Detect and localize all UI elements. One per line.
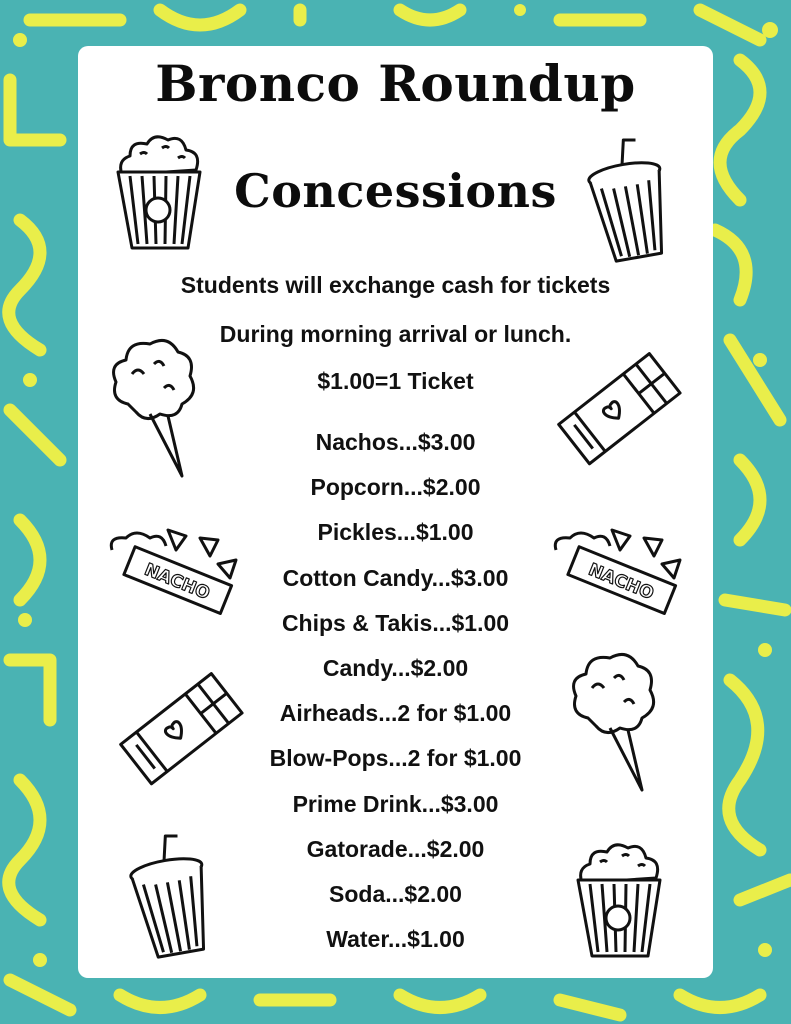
intro-line-2: During morning arrival or lunch. xyxy=(219,321,572,347)
poster-subtitle: Concessions xyxy=(234,164,557,218)
candy-bar-icon xyxy=(114,662,249,797)
nacho-icon xyxy=(550,526,685,618)
poster-card xyxy=(78,46,713,978)
menu-item-soda: Soda...$2.00 xyxy=(329,880,462,907)
menu-item-prime-drink: Prime Drink...$3.00 xyxy=(292,790,499,817)
menu-item-chips-takis: Chips & Takis...$1.00 xyxy=(281,609,510,636)
menu-item-pickles: Pickles...$1.00 xyxy=(317,519,474,546)
menu-item-nachos: Nachos...$3.00 xyxy=(315,429,476,455)
candy-bar-icon xyxy=(552,342,687,477)
svg-text:NACHO: NACHO xyxy=(585,559,657,605)
intro-line-1: Students will exchange cash for tickets xyxy=(180,272,611,298)
menu-item-candy: Candy...$2.00 xyxy=(322,654,469,681)
popcorn-icon xyxy=(112,130,207,252)
poster-title: Bronco Roundup xyxy=(155,54,636,113)
menu-item-cotton-candy: Cotton Candy...$3.00 xyxy=(282,564,509,591)
cotton-candy-icon xyxy=(568,648,658,798)
nacho-icon xyxy=(106,526,241,618)
menu-item-popcorn: Popcorn...$2.00 xyxy=(310,474,481,501)
popcorn-icon xyxy=(572,838,667,960)
svg-text:NACHO: NACHO xyxy=(141,559,213,605)
drink-cup-icon xyxy=(124,832,219,962)
menu-item-water: Water...$1.00 xyxy=(326,926,465,953)
menu-item-airheads: Airheads...2 for $1.00 xyxy=(279,700,512,727)
cotton-candy-icon xyxy=(108,334,198,484)
menu-item-blow-pops: Blow-Pops...2 for $1.00 xyxy=(269,745,522,772)
drink-cup-icon xyxy=(582,136,677,266)
ticket-rate: $1.00=1 Ticket xyxy=(317,368,474,394)
menu-item-gatorade: Gatorade...$2.00 xyxy=(306,835,485,862)
